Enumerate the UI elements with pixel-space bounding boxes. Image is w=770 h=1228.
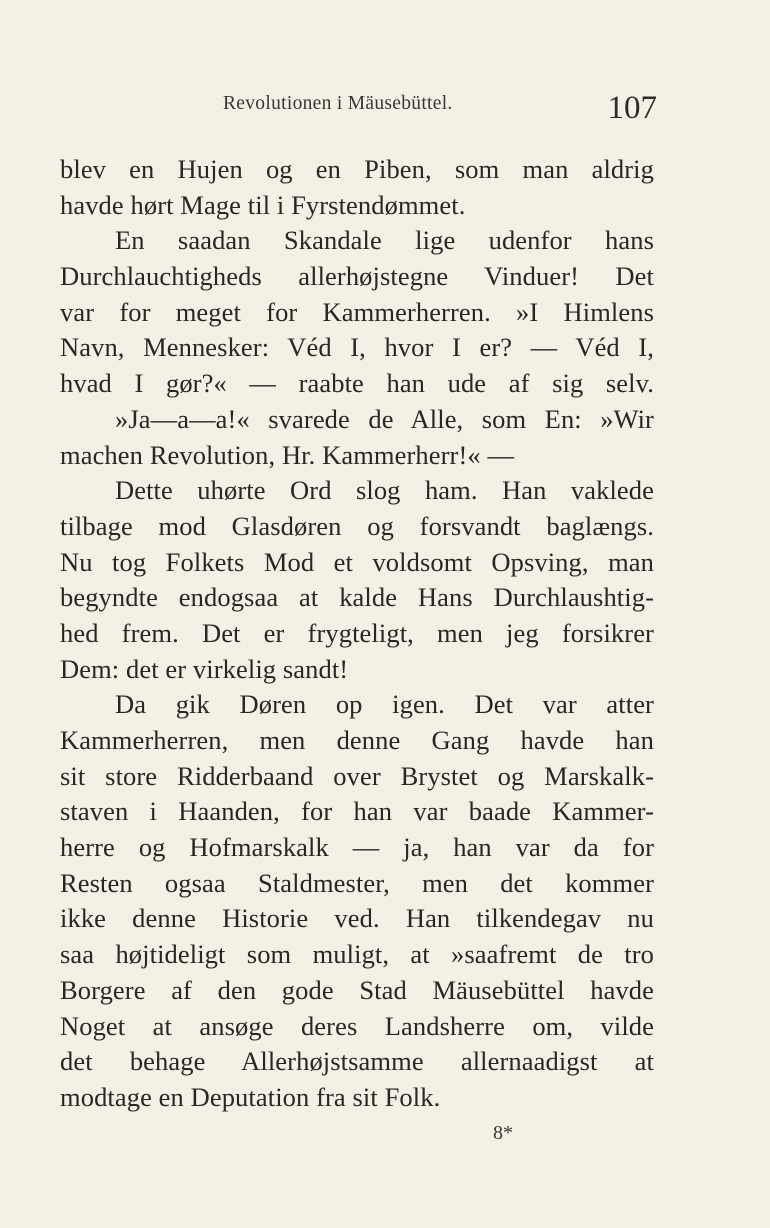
- text-line: havde hørt Mage til i Fyrstendømmet.: [60, 189, 466, 220]
- text-line: Dem: det er virkelig sandt!: [60, 653, 349, 684]
- text-line: ikke denne Historie ved. Han tilkendegav nu: [60, 903, 654, 934]
- running-head: [60, 88, 657, 128]
- body-text: [60, 152, 654, 1116]
- text-line: »Ja—a—a!« svarede de Alle, som En: »Wir: [115, 403, 654, 434]
- text-line: staven i Haanden, for han var baade Kammer-: [60, 796, 654, 827]
- text-line: modtage en Deputation fra sit Folk.: [60, 1081, 441, 1112]
- text-line: Noget at ansøge deres Landsherre om, vilde: [60, 1010, 654, 1041]
- text-line: Da gik Døren op igen. Det var atter: [115, 689, 654, 720]
- text-line: Durchlauchtigheds allerhøjstegne Vinduer! Det: [60, 261, 654, 292]
- text-line: blev en Hujen og en Piben, som man aldrig: [60, 154, 654, 184]
- text-line: Kammerherren, men denne Gang havde han: [60, 725, 654, 755]
- text-line: Resten ogsaa Staldmester, men det kommer: [60, 867, 654, 898]
- text-line: Nu tog Folkets Mod et voldsomt Opsving, man: [60, 546, 654, 577]
- text-line: tilbage mod Glasdøren og forsvandt baglængs.: [60, 510, 654, 541]
- text-line: Borgere af den gode Stad Mäusebüttel havde: [60, 974, 654, 1005]
- text-line: hed frem. Det er frygteligt, men jeg forsikrer: [60, 617, 654, 648]
- text-line: En saadan Skandale lige udenfor hans: [115, 225, 654, 256]
- text-line: var for meget for Kammerherren. »I Himlens: [60, 296, 654, 327]
- text-line: machen Revolution, Hr. Kammerherr!« —: [60, 439, 515, 470]
- signature-mark: 8*: [493, 1122, 513, 1144]
- text-line: begyndte endogsaa at kalde Hans Durchlaushtig-: [60, 582, 654, 613]
- text-line: det behage Allerhøjstsamme allernaadigst at: [60, 1046, 654, 1077]
- text-line: Navn, Mennesker: Véd I, hvor I er? — Véd I,: [60, 332, 654, 363]
- page-number: 107: [607, 90, 657, 126]
- text-line: herre og Hofmarskalk — ja, han var da for: [60, 832, 654, 863]
- text-line: Dette uhørte Ord slog ham. Han vaklede: [115, 475, 654, 506]
- running-title: Revolutionen i Mäusebüttel.: [223, 93, 453, 114]
- text-line: saa højtideligt som muligt, at »saafremt de tro: [60, 939, 654, 970]
- text-line: sit store Ridderbaand over Brystet og Marskalk-: [60, 760, 654, 791]
- text-line: hvad I gør?« — raabte han ude af sig selv.: [60, 368, 654, 399]
